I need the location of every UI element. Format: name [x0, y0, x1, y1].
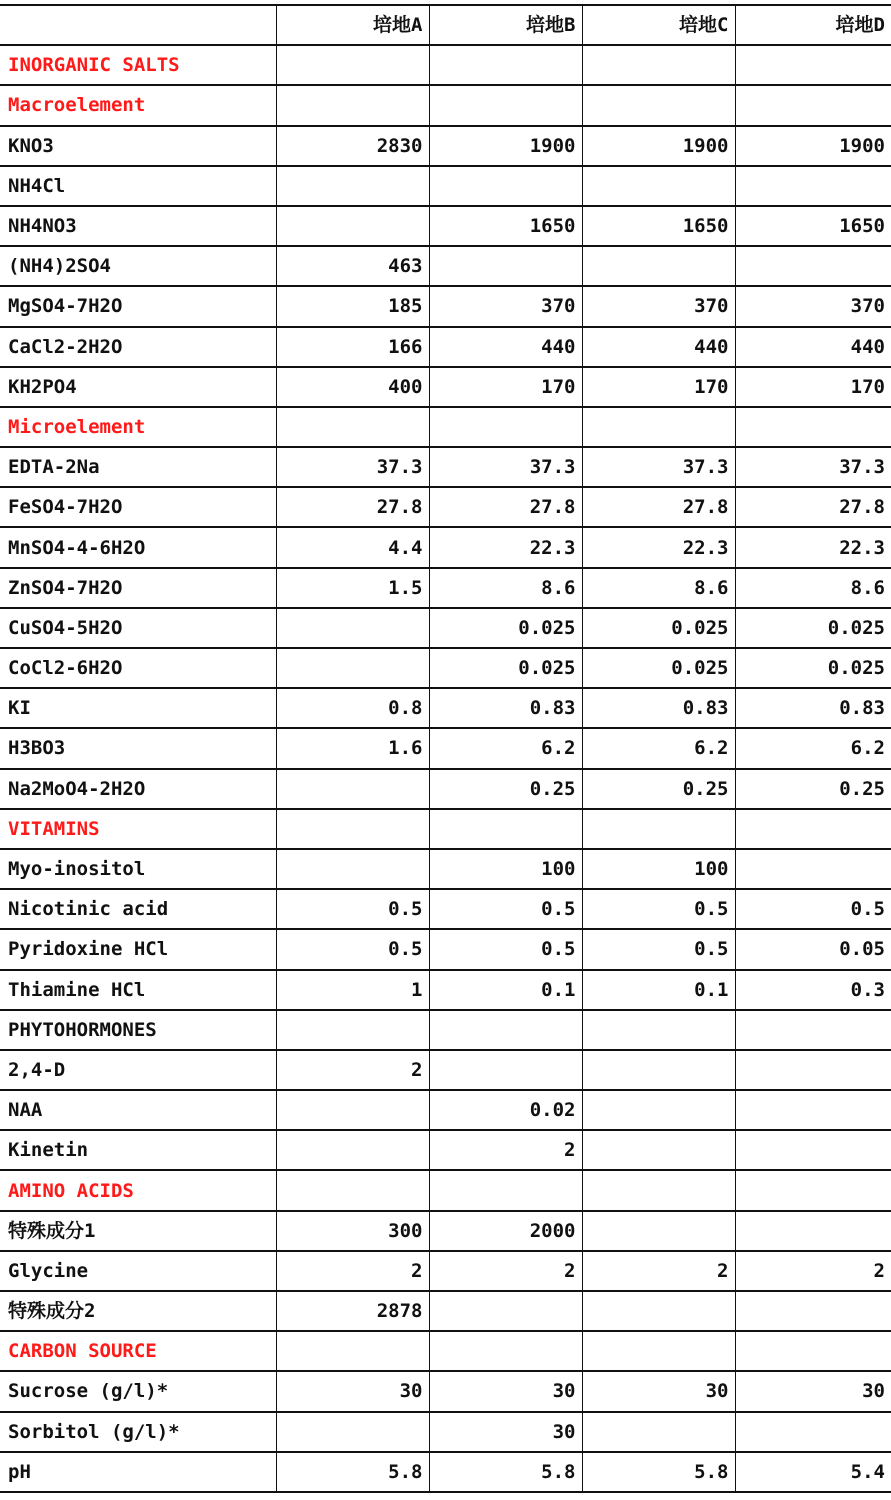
value-cell[interactable]: 37.3 [735, 447, 891, 487]
table-row [0, 929, 891, 969]
value-cell[interactable] [582, 1211, 735, 1251]
value-cell[interactable] [735, 1291, 891, 1331]
value-cell[interactable]: 440 [429, 327, 582, 367]
value-cell[interactable] [276, 809, 429, 849]
section-label-cell[interactable]: VITAMINS [0, 809, 276, 849]
value-cell[interactable]: 0.05 [735, 929, 891, 969]
value-cell[interactable] [276, 407, 429, 447]
value-cell[interactable]: 1900 [582, 126, 735, 166]
row-label-cell[interactable]: NH4NO3 [0, 206, 276, 246]
value-cell[interactable] [276, 1130, 429, 1170]
value-cell[interactable] [582, 1090, 735, 1130]
value-cell[interactable]: 370 [735, 286, 891, 326]
value-cell[interactable]: 2878 [276, 1291, 429, 1331]
value-cell[interactable] [429, 1170, 582, 1210]
value-cell[interactable] [735, 166, 891, 206]
row-label-cell[interactable]: Kinetin [0, 1130, 276, 1170]
value-cell[interactable]: 185 [276, 286, 429, 326]
row-label-cell[interactable]: 特殊成分2 [0, 1291, 276, 1331]
value-cell[interactable] [429, 85, 582, 125]
table-row [0, 889, 891, 929]
value-cell[interactable]: 0.5 [429, 889, 582, 929]
value-cell[interactable] [582, 1050, 735, 1090]
value-cell[interactable]: 100 [582, 849, 735, 889]
value-cell[interactable] [276, 206, 429, 246]
value-cell[interactable]: 370 [429, 286, 582, 326]
value-cell[interactable]: 0.025 [735, 648, 891, 688]
value-cell[interactable]: 4.4 [276, 527, 429, 567]
value-cell[interactable] [735, 246, 891, 286]
table-row [0, 769, 891, 809]
value-cell[interactable] [582, 45, 735, 85]
value-cell[interactable]: 1900 [429, 126, 582, 166]
value-cell[interactable]: 1.6 [276, 728, 429, 768]
value-cell[interactable]: 100 [429, 849, 582, 889]
row-label-cell[interactable]: KH2PO4 [0, 367, 276, 407]
value-cell[interactable] [429, 45, 582, 85]
value-cell[interactable]: 0.5 [276, 929, 429, 969]
value-cell[interactable]: 2 [276, 1251, 429, 1291]
row-label-cell[interactable]: Na2MoO4-2H2O [0, 769, 276, 809]
value-cell[interactable] [735, 809, 891, 849]
value-cell[interactable]: 1650 [582, 206, 735, 246]
header-cell-medium-a[interactable]: 培地A [276, 5, 429, 45]
row-label-cell[interactable]: H3BO3 [0, 728, 276, 768]
value-cell[interactable]: 8.6 [582, 568, 735, 608]
value-cell[interactable]: 170 [429, 367, 582, 407]
value-cell[interactable]: 30 [735, 1371, 891, 1411]
value-cell[interactable] [276, 45, 429, 85]
value-cell[interactable] [429, 407, 582, 447]
value-cell[interactable]: 8.6 [429, 568, 582, 608]
table-row [0, 728, 891, 768]
value-cell[interactable]: 30 [582, 1371, 735, 1411]
value-cell[interactable] [276, 1170, 429, 1210]
value-cell[interactable]: 1.5 [276, 568, 429, 608]
value-cell[interactable]: 400 [276, 367, 429, 407]
value-cell[interactable] [429, 246, 582, 286]
row-label-cell[interactable]: Thiamine HCl [0, 970, 276, 1010]
value-cell[interactable] [276, 1412, 429, 1452]
value-cell[interactable] [735, 1170, 891, 1210]
row-label-cell[interactable]: Glycine [0, 1251, 276, 1291]
table-row [0, 487, 891, 527]
value-cell[interactable]: 300 [276, 1211, 429, 1251]
table-row [0, 286, 891, 326]
value-cell[interactable]: 0.025 [429, 648, 582, 688]
value-cell[interactable]: 170 [582, 367, 735, 407]
value-cell[interactable]: 37.3 [582, 447, 735, 487]
value-cell[interactable] [735, 1050, 891, 1090]
value-cell[interactable]: 0.25 [735, 769, 891, 809]
header-cell-medium-b[interactable]: 培地B [429, 5, 582, 45]
header-cell-medium-c[interactable]: 培地C [582, 5, 735, 45]
value-cell[interactable] [582, 166, 735, 206]
value-cell[interactable]: 27.8 [429, 487, 582, 527]
value-cell[interactable]: 27.8 [582, 487, 735, 527]
value-cell[interactable] [429, 1331, 582, 1371]
table-row [0, 568, 891, 608]
value-cell[interactable]: 1 [276, 970, 429, 1010]
header-cell-blank[interactable] [0, 5, 276, 45]
table-row [0, 1130, 891, 1170]
value-cell[interactable]: 5.8 [582, 1452, 735, 1492]
value-cell[interactable] [582, 85, 735, 125]
table-row [0, 1251, 891, 1291]
row-label-cell[interactable]: MgSO4-7H2O [0, 286, 276, 326]
value-cell[interactable] [276, 1331, 429, 1371]
value-cell[interactable]: 6.2 [582, 728, 735, 768]
value-cell[interactable]: 27.8 [735, 487, 891, 527]
section-label-cell[interactable]: PHYTOHORMONES [0, 1010, 276, 1050]
value-cell[interactable]: 463 [276, 246, 429, 286]
table-row [0, 447, 891, 487]
value-cell[interactable]: 0.025 [735, 608, 891, 648]
value-cell[interactable] [276, 648, 429, 688]
row-label-cell[interactable]: KNO3 [0, 126, 276, 166]
value-cell[interactable]: 0.02 [429, 1090, 582, 1130]
value-cell[interactable]: 22.3 [582, 527, 735, 567]
value-cell[interactable] [735, 45, 891, 85]
table-row [0, 1291, 891, 1331]
table-row [0, 527, 891, 567]
value-cell[interactable]: 37.3 [276, 447, 429, 487]
value-cell[interactable]: 8.6 [735, 568, 891, 608]
value-cell[interactable] [735, 1010, 891, 1050]
value-cell[interactable] [276, 1010, 429, 1050]
row-label-cell[interactable]: FeSO4-7H2O [0, 487, 276, 527]
value-cell[interactable] [276, 849, 429, 889]
value-cell[interactable]: 0.1 [582, 970, 735, 1010]
value-cell[interactable]: 0.5 [429, 929, 582, 969]
value-cell[interactable]: 1650 [429, 206, 582, 246]
value-cell[interactable]: 37.3 [429, 447, 582, 487]
value-cell[interactable] [582, 246, 735, 286]
value-cell[interactable]: 5.8 [276, 1452, 429, 1492]
header-cell-medium-d[interactable]: 培地D [735, 5, 891, 45]
table-row [0, 327, 891, 367]
row-label-cell[interactable]: ZnSO4-7H2O [0, 568, 276, 608]
value-cell[interactable]: 2 [429, 1251, 582, 1291]
value-cell[interactable]: 30 [429, 1371, 582, 1411]
row-label-cell[interactable]: 2,4-D [0, 1050, 276, 1090]
value-cell[interactable]: 2830 [276, 126, 429, 166]
value-cell[interactable]: 0.025 [429, 608, 582, 648]
section-label-cell[interactable]: CARBON SOURCE [0, 1331, 276, 1371]
value-cell[interactable]: 22.3 [429, 527, 582, 567]
section-row [0, 1170, 891, 1210]
row-label-cell[interactable]: 特殊成分1 [0, 1211, 276, 1251]
value-cell[interactable]: 27.8 [276, 487, 429, 527]
value-cell[interactable] [735, 1130, 891, 1170]
value-cell[interactable] [276, 85, 429, 125]
value-cell[interactable] [735, 849, 891, 889]
table-row [0, 648, 891, 688]
row-label-cell[interactable]: CuSO4-5H2O [0, 608, 276, 648]
value-cell[interactable]: 2 [582, 1251, 735, 1291]
value-cell[interactable]: 30 [276, 1371, 429, 1411]
value-cell[interactable] [582, 1331, 735, 1371]
value-cell[interactable]: 2 [735, 1251, 891, 1291]
table-row [0, 1371, 891, 1411]
table-row [0, 849, 891, 889]
value-cell[interactable]: 0.83 [735, 688, 891, 728]
header-row [0, 5, 891, 45]
value-cell[interactable] [735, 85, 891, 125]
value-cell[interactable]: 440 [582, 327, 735, 367]
value-cell[interactable] [735, 1090, 891, 1130]
row-label-cell[interactable]: NH4Cl [0, 166, 276, 206]
value-cell[interactable]: 0.025 [582, 608, 735, 648]
value-cell[interactable]: 0.025 [582, 648, 735, 688]
value-cell[interactable]: 1650 [735, 206, 891, 246]
value-cell[interactable]: 2 [276, 1050, 429, 1090]
value-cell[interactable]: 6.2 [735, 728, 891, 768]
value-cell[interactable]: 0.83 [582, 688, 735, 728]
value-cell[interactable]: 0.25 [429, 769, 582, 809]
value-cell[interactable] [735, 407, 891, 447]
value-cell[interactable]: 6.2 [429, 728, 582, 768]
value-cell[interactable]: 22.3 [735, 527, 891, 567]
value-cell[interactable]: 5.8 [429, 1452, 582, 1492]
row-label-cell[interactable]: Sucrose (g/l)* [0, 1371, 276, 1411]
value-cell[interactable] [582, 809, 735, 849]
table-row [0, 1452, 891, 1492]
section-label-cell[interactable]: Microelement [0, 407, 276, 447]
value-cell[interactable] [582, 1010, 735, 1050]
table-row [0, 1090, 891, 1130]
value-cell[interactable] [735, 1331, 891, 1371]
value-cell[interactable] [429, 1050, 582, 1090]
value-cell[interactable] [429, 166, 582, 206]
value-cell[interactable]: 0.5 [582, 929, 735, 969]
value-cell[interactable]: 0.3 [735, 970, 891, 1010]
table-row [0, 367, 891, 407]
value-cell[interactable]: 5.4 [735, 1452, 891, 1492]
value-cell[interactable]: 170 [735, 367, 891, 407]
row-label-cell[interactable]: KI [0, 688, 276, 728]
value-cell[interactable] [276, 769, 429, 809]
row-label-cell[interactable]: pH [0, 1452, 276, 1492]
row-label-cell[interactable]: Myo-inositol [0, 849, 276, 889]
value-cell[interactable]: 0.83 [429, 688, 582, 728]
value-cell[interactable] [429, 809, 582, 849]
section-row [0, 45, 891, 85]
table-row [0, 608, 891, 648]
row-label-cell[interactable]: EDTA-2Na [0, 447, 276, 487]
value-cell[interactable]: 166 [276, 327, 429, 367]
section-row [0, 85, 891, 125]
table-row [0, 1412, 891, 1452]
value-cell[interactable]: 0.5 [276, 889, 429, 929]
value-cell[interactable]: 0.5 [582, 889, 735, 929]
table-row [0, 206, 891, 246]
table-row [0, 166, 891, 206]
value-cell[interactable] [582, 407, 735, 447]
value-cell[interactable] [429, 1291, 582, 1331]
section-row [0, 809, 891, 849]
value-cell[interactable]: 0.5 [735, 889, 891, 929]
value-cell[interactable] [276, 1090, 429, 1130]
value-cell[interactable] [276, 166, 429, 206]
section-row [0, 1010, 891, 1050]
table-row [0, 1211, 891, 1251]
table-row [0, 688, 891, 728]
table-row [0, 1050, 891, 1090]
table-row [0, 246, 891, 286]
value-cell[interactable]: 2 [429, 1130, 582, 1170]
value-cell[interactable] [582, 1170, 735, 1210]
value-cell[interactable] [429, 1010, 582, 1050]
table-row [0, 970, 891, 1010]
value-cell[interactable] [735, 1211, 891, 1251]
section-label-cell[interactable]: INORGANIC SALTS [0, 45, 276, 85]
section-label-cell[interactable]: AMINO ACIDS [0, 1170, 276, 1210]
value-cell[interactable]: 0.1 [429, 970, 582, 1010]
value-cell[interactable]: 1900 [735, 126, 891, 166]
row-label-cell[interactable]: CoCl2-6H2O [0, 648, 276, 688]
value-cell[interactable]: 370 [582, 286, 735, 326]
value-cell[interactable]: 0.25 [582, 769, 735, 809]
value-cell[interactable] [582, 1291, 735, 1331]
value-cell[interactable] [582, 1130, 735, 1170]
row-label-cell[interactable]: Sorbitol (g/l)* [0, 1412, 276, 1452]
table-body [0, 45, 891, 1492]
table-row [0, 126, 891, 166]
value-cell[interactable]: 30 [429, 1412, 582, 1452]
section-label-cell[interactable]: Macroelement [0, 85, 276, 125]
section-row [0, 407, 891, 447]
value-cell[interactable]: 0.8 [276, 688, 429, 728]
section-row [0, 1331, 891, 1371]
row-label-cell[interactable]: Pyridoxine HCl [0, 929, 276, 969]
row-label-cell[interactable]: Nicotinic acid [0, 889, 276, 929]
value-cell[interactable] [735, 1412, 891, 1452]
value-cell[interactable] [582, 1412, 735, 1452]
row-label-cell[interactable]: NAA [0, 1090, 276, 1130]
value-cell[interactable]: 440 [735, 327, 891, 367]
row-label-cell[interactable]: CaCl2-2H2O [0, 327, 276, 367]
media-composition-table [0, 4, 891, 1493]
row-label-cell[interactable]: MnSO4-4-6H2O [0, 527, 276, 567]
value-cell[interactable] [276, 608, 429, 648]
row-label-cell[interactable]: (NH4)2SO4 [0, 246, 276, 286]
value-cell[interactable]: 2000 [429, 1211, 582, 1251]
